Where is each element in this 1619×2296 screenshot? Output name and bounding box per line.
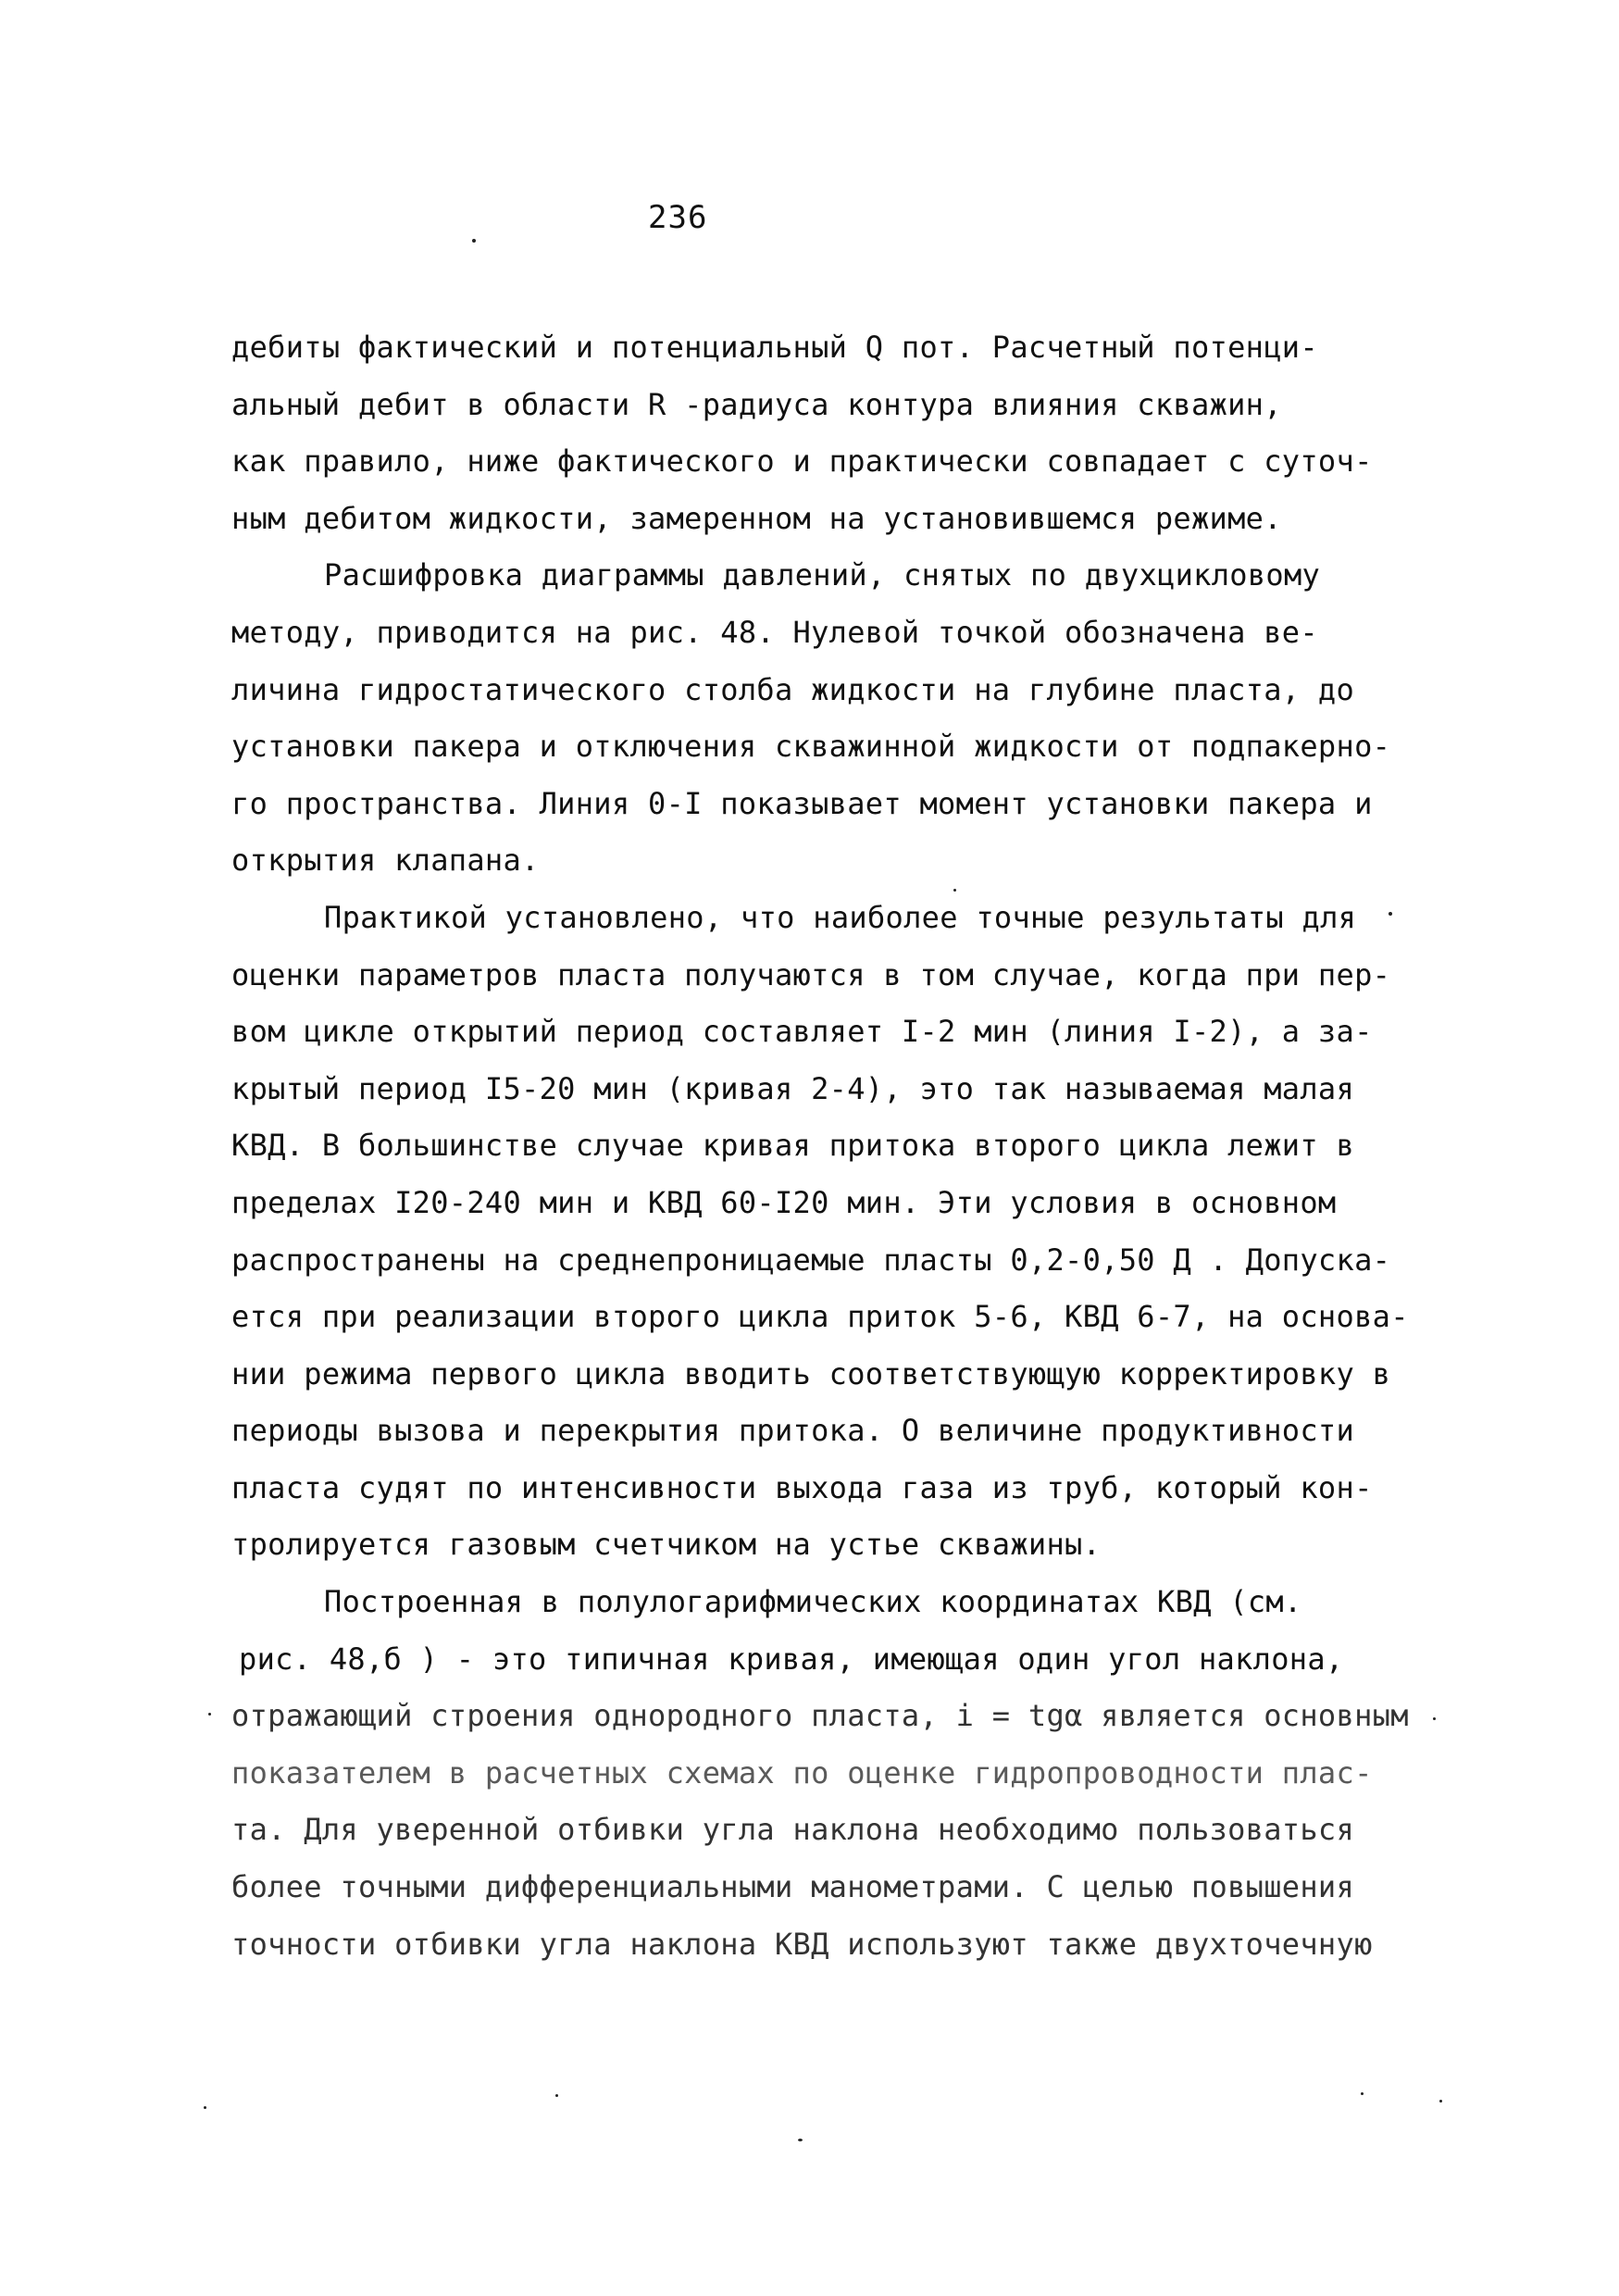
text-line: го пространства. Линия 0-I показывает момент установки пакера и <box>231 785 1373 821</box>
scan-speck <box>798 2139 803 2141</box>
text-line: установки пакера и отключения скважинной жидкости от подпакерно- <box>231 729 1391 765</box>
scan-speck <box>1439 2100 1442 2103</box>
page-number: 236 <box>648 199 708 236</box>
text-line: пределах I20-240 мин и КВД 60-I20 мин. Эти условия в основном <box>231 1184 1337 1220</box>
text-line: периоды вызова и перекрытия притока. О величине продуктивности <box>231 1413 1355 1449</box>
text-line: рис. 48,б ) - это типичная кривая, имеющая один угол наклона, <box>239 1641 1344 1677</box>
paragraph-start-line: Расшифровка диаграммы давлений, снятых по двухцикловому <box>324 557 1321 593</box>
text-line: ным дебитом жидкости, замеренном на установившемся режиме. <box>231 500 1282 536</box>
text-line: распространены на среднепроницаемые пласты 0,2-0,50 Д . Допуска- <box>231 1242 1391 1278</box>
text-line: дебиты фактический и потенциальный Q пот. Расчетный потенци- <box>231 330 1318 365</box>
text-line: более точными дифференциальными манометрами. С целью повышения <box>231 1869 1355 1905</box>
text-line: пласта судят по интенсивности выхода газа из труб, который кон- <box>231 1469 1373 1505</box>
body-text <box>231 319 1435 1973</box>
text-line: как правило, ниже фактического и практически совпадает с суточ- <box>231 443 1373 480</box>
scan-speck <box>953 889 956 892</box>
text-line: личина гидростатического столба жидкости на глубине пласта, до <box>231 671 1355 707</box>
scan-speck <box>204 2106 206 2109</box>
paragraph-start-line: Практикой установлено, что наиболее точные результаты для <box>324 899 1357 935</box>
text-line: альный дебит в области R -радиуса контура влияния скважин, <box>231 386 1282 422</box>
text-line: тролируется газовым счетчиком на устье скважины. <box>231 1527 1102 1563</box>
text-line: оценки параметров пласта получаются в том случае, когда при пер- <box>231 956 1391 992</box>
scan-speck <box>1433 1717 1436 1720</box>
scan-speck <box>1361 2092 1364 2095</box>
text-line: отражающий строения однородного пласта, i = tgα является основным <box>231 1698 1409 1734</box>
scan-speck <box>472 239 476 243</box>
text-line: вом цикле открытий период составляет I-2 мин (линия I-2), а за- <box>231 1014 1373 1050</box>
text-line: ется при реализации второго цикла приток 5-6, КВД 6-7, на основа- <box>231 1299 1409 1335</box>
scan-speck <box>208 1713 211 1716</box>
text-line: открытия клапана. <box>231 842 540 879</box>
scan-speck <box>555 2094 558 2097</box>
text-line: КВД. В большинстве случае кривая притока второго цикла лежит в <box>231 1128 1355 1164</box>
text-line: точности отбивки угла наклона КВД используют также двухточечную <box>231 1926 1373 1962</box>
text-line: та. Для уверенной отбивки угла наклона необходимо пользоваться <box>231 1812 1355 1848</box>
text-line: нии режима первого цикла вводить соответствующую корректировку в <box>231 1355 1391 1391</box>
text-line: методу, приводится на рис. 48. Нулевой точкой обозначена ве- <box>231 614 1318 650</box>
scan-speck <box>1389 912 1392 916</box>
paragraph-start-line: Построенная в полулогарифмических координатах КВД (см. <box>324 1584 1302 1620</box>
text-line: показателем в расчетных схемах по оценке гидропроводности плас- <box>231 1754 1373 1791</box>
text-line: крытый период I5-20 мин (кривая 2-4), это так называемая малая <box>231 1070 1355 1106</box>
